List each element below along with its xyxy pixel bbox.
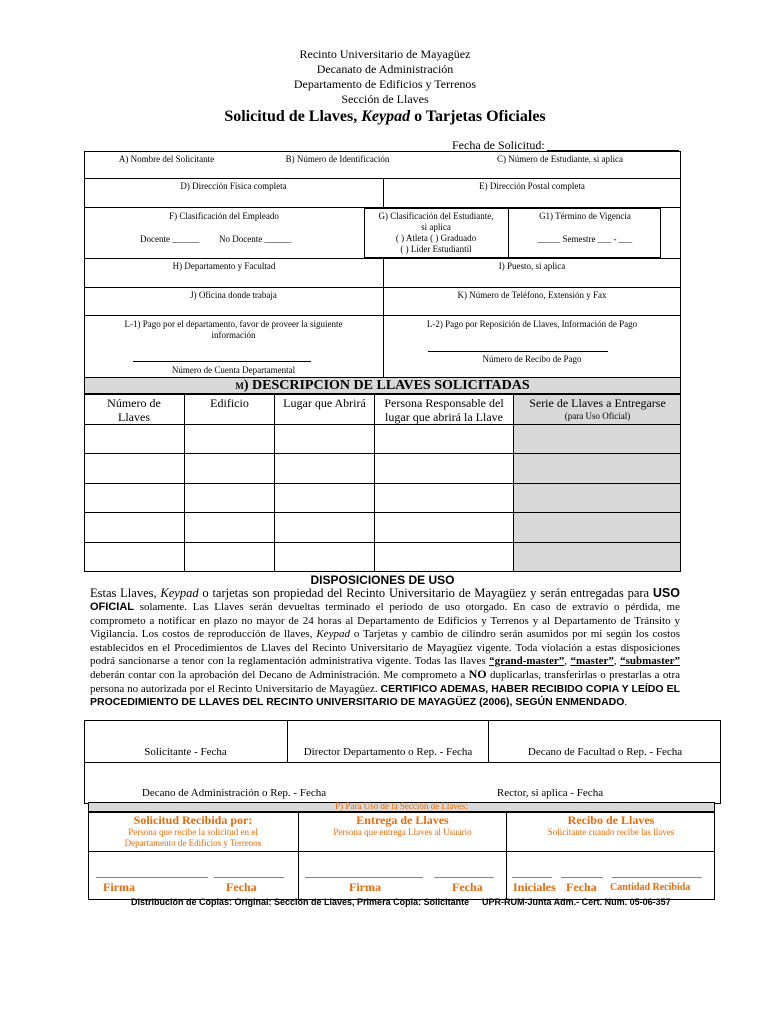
received-signature-field[interactable] xyxy=(96,866,208,878)
request-date-field[interactable] xyxy=(547,138,679,151)
office-label: J) Oficina donde trabaja xyxy=(190,290,277,300)
quantity-label: Cantidad Recibida xyxy=(610,882,691,893)
validity-term-label: G1) Término de Vigencia xyxy=(539,211,631,221)
postal-address-label: E) Dirección Postal completa xyxy=(479,181,585,191)
signature-applicant[interactable]: Solicitante - Fecha xyxy=(144,746,227,758)
fecha-label-3: Fecha xyxy=(566,880,597,894)
key-receipt-title: Recibo de Llaves xyxy=(567,813,655,827)
firma-label-1: Firma xyxy=(103,880,135,894)
athlete-graduate-options[interactable]: ( ) Atleta ( ) Graduado xyxy=(395,233,477,243)
usage-provisions-title: DISPOSICIONES DE USO xyxy=(310,573,455,587)
signature-director[interactable]: Director Departamento o Rep. - Fecha xyxy=(303,746,473,758)
initials-field[interactable] xyxy=(512,866,552,878)
quantity-field[interactable] xyxy=(612,866,702,878)
col-place: Lugar que Abrirá xyxy=(283,396,366,410)
key-receipt-note: Solicitante cuando recibe las llaves xyxy=(547,827,675,837)
position-label: I) Puesto, si aplica xyxy=(498,261,566,271)
usage-provisions-text: Estas Llaves, Keypad o tarjetas son propiedad del Recinto Universitario de Mayagüez y serán entregadas para USO OFICIAL solamente. Las Llaves serán devueltas terminado el periodo de uso otorgado. En caso de extravío o pérdida, me comprometo a notificar en plazo no mayor de 24 horas al Departamento de Edificios y Terrenos y al Departamento de Tránsito y Vigilancia. Los costos de reproducción de llaves, Keypad o Tarjetas y cambio de cilindro serán asumidos por mi según los costos establecidos en el Procedimientos de Llaves del Recinto Universitario de Mayagüez vigente. Toda violación a estas disposiciones podrá sancionarse a tenor con la reglamentación administrativa vigente. Todas las llaves “grand-master”, “master”, “submaster” deberán contar con la aprobación del Decano de Administración. Me comprometo a NO duplicarlas, transferirlas o prestarlas a otra persona no autorizada por el Recinto Universitario de Mayagüez. CERTIFICO ADEMAS, HABER RECIBIDO COPIA Y LEÍDO EL PROCEDIMIENTO DE LLAVES DEL RECINTO UNIVERSITARIO DE MAYAGÜEZ (2006), SEGÚN ENMENDADO. xyxy=(90,586,680,709)
department: Departamento de Edificios y Terrenos xyxy=(293,77,477,91)
row-ab-c-input[interactable] xyxy=(84,165,681,178)
request-date-label: Fecha de Solicitud: xyxy=(452,138,545,152)
institution-name: Recinto Universitario de Mayagüez xyxy=(299,47,471,61)
section: Sección de Llaves xyxy=(341,92,429,106)
account-number-field[interactable] xyxy=(133,350,311,362)
delivery-signature-field[interactable] xyxy=(305,866,423,878)
office-use-title: P) Para Uso de la Sección de Llaves: xyxy=(335,801,468,811)
col-responsible: Persona Responsable del lugar que abrirá la Llave xyxy=(384,396,504,424)
key-delivery-title: Entrega de Llaves xyxy=(356,813,449,827)
certification-number: UPR-RUM-Junta Adm.- Cert. Num. 05-06-357 xyxy=(482,897,671,907)
student-leader-option[interactable]: ( ) Líder Estudiantil xyxy=(400,244,472,254)
phone-label: K) Número de Teléfono, Extensión y Fax xyxy=(457,290,607,300)
firma-label-2: Firma xyxy=(349,880,381,894)
no-docente-option[interactable]: No Docente ______ xyxy=(219,234,292,244)
col-key-count: Número de Llaves xyxy=(107,396,161,424)
keys-row-2[interactable] xyxy=(84,454,513,483)
keys-section-title: M) DESCRIPCION DE LLAVES SOLICITADAS xyxy=(235,378,530,393)
keys-row-1[interactable] xyxy=(84,425,513,453)
receipt-date-field[interactable] xyxy=(561,866,603,878)
col-key-series: Serie de Llaves a Entregarse (para Uso Oficial) xyxy=(529,396,666,421)
keys-row-4[interactable] xyxy=(84,513,513,542)
department-payment-note: información xyxy=(211,330,256,340)
received-date-field[interactable] xyxy=(214,866,284,878)
student-number-label: C) Número de Estudiante, si aplica xyxy=(497,154,623,164)
department-payment-label: L-1) Pago por el departamento, favor de proveer la siguiente xyxy=(124,319,343,329)
key-delivery-note: Persona que entrega Llaves al Usuario xyxy=(333,827,472,837)
received-by-title: Solicitud Recibida por: xyxy=(133,813,253,827)
keys-row-5[interactable] xyxy=(84,543,513,572)
validity-term-field[interactable]: _____ Semestre ___ - ___ xyxy=(537,234,633,244)
received-by-note: Persona que recibe la solicitud en el Departamento de Edificios y Terrenos xyxy=(124,827,262,848)
receipt-number-caption: Número de Recibo de Pago xyxy=(482,354,582,364)
copy-distribution: Distribución de Copias: Original: Sección de Llaves, Primera Copia: Solicitante xyxy=(131,897,470,907)
delivery-date-field[interactable] xyxy=(434,866,494,878)
applicant-name-label: A) Nombre del Solicitante xyxy=(118,154,215,164)
id-number-label: B) Número de Identificación xyxy=(285,154,390,164)
employee-classification-label: F) Clasificación del Empleado xyxy=(169,211,279,221)
form-title: Solicitud de Llaves, Keypad o Tarjetas Oficiales xyxy=(224,108,546,125)
fecha-label-2: Fecha xyxy=(452,880,483,894)
initials-label: Iniciales xyxy=(513,880,556,894)
physical-address-label: D) Dirección Física completa xyxy=(180,181,287,191)
signature-admin-dean[interactable]: Decano de Administración o Rep. - Fecha xyxy=(141,787,327,799)
docente-option[interactable]: Docente ______ xyxy=(140,234,200,244)
student-classification-note: si aplica xyxy=(421,222,451,232)
signature-rector[interactable]: Rector, si aplica - Fecha xyxy=(496,787,604,799)
dean-office: Decanato de Administración xyxy=(316,62,454,76)
replacement-payment-label: L-2) Pago por Reposición de Llaves, Información de Pago xyxy=(426,319,638,329)
signature-faculty-dean[interactable]: Decano de Facultad o Rep. - Fecha xyxy=(527,746,683,758)
account-number-caption: Número de Cuenta Departamental xyxy=(171,365,296,375)
fecha-label-1: Fecha xyxy=(226,880,257,894)
col-building: Edificio xyxy=(210,396,249,410)
receipt-number-field[interactable] xyxy=(428,340,608,352)
department-faculty-label: H) Departamento y Facultad xyxy=(172,261,276,271)
student-classification-label: G) Clasificación del Estudiante, xyxy=(378,211,494,221)
keys-row-3[interactable] xyxy=(84,484,513,512)
